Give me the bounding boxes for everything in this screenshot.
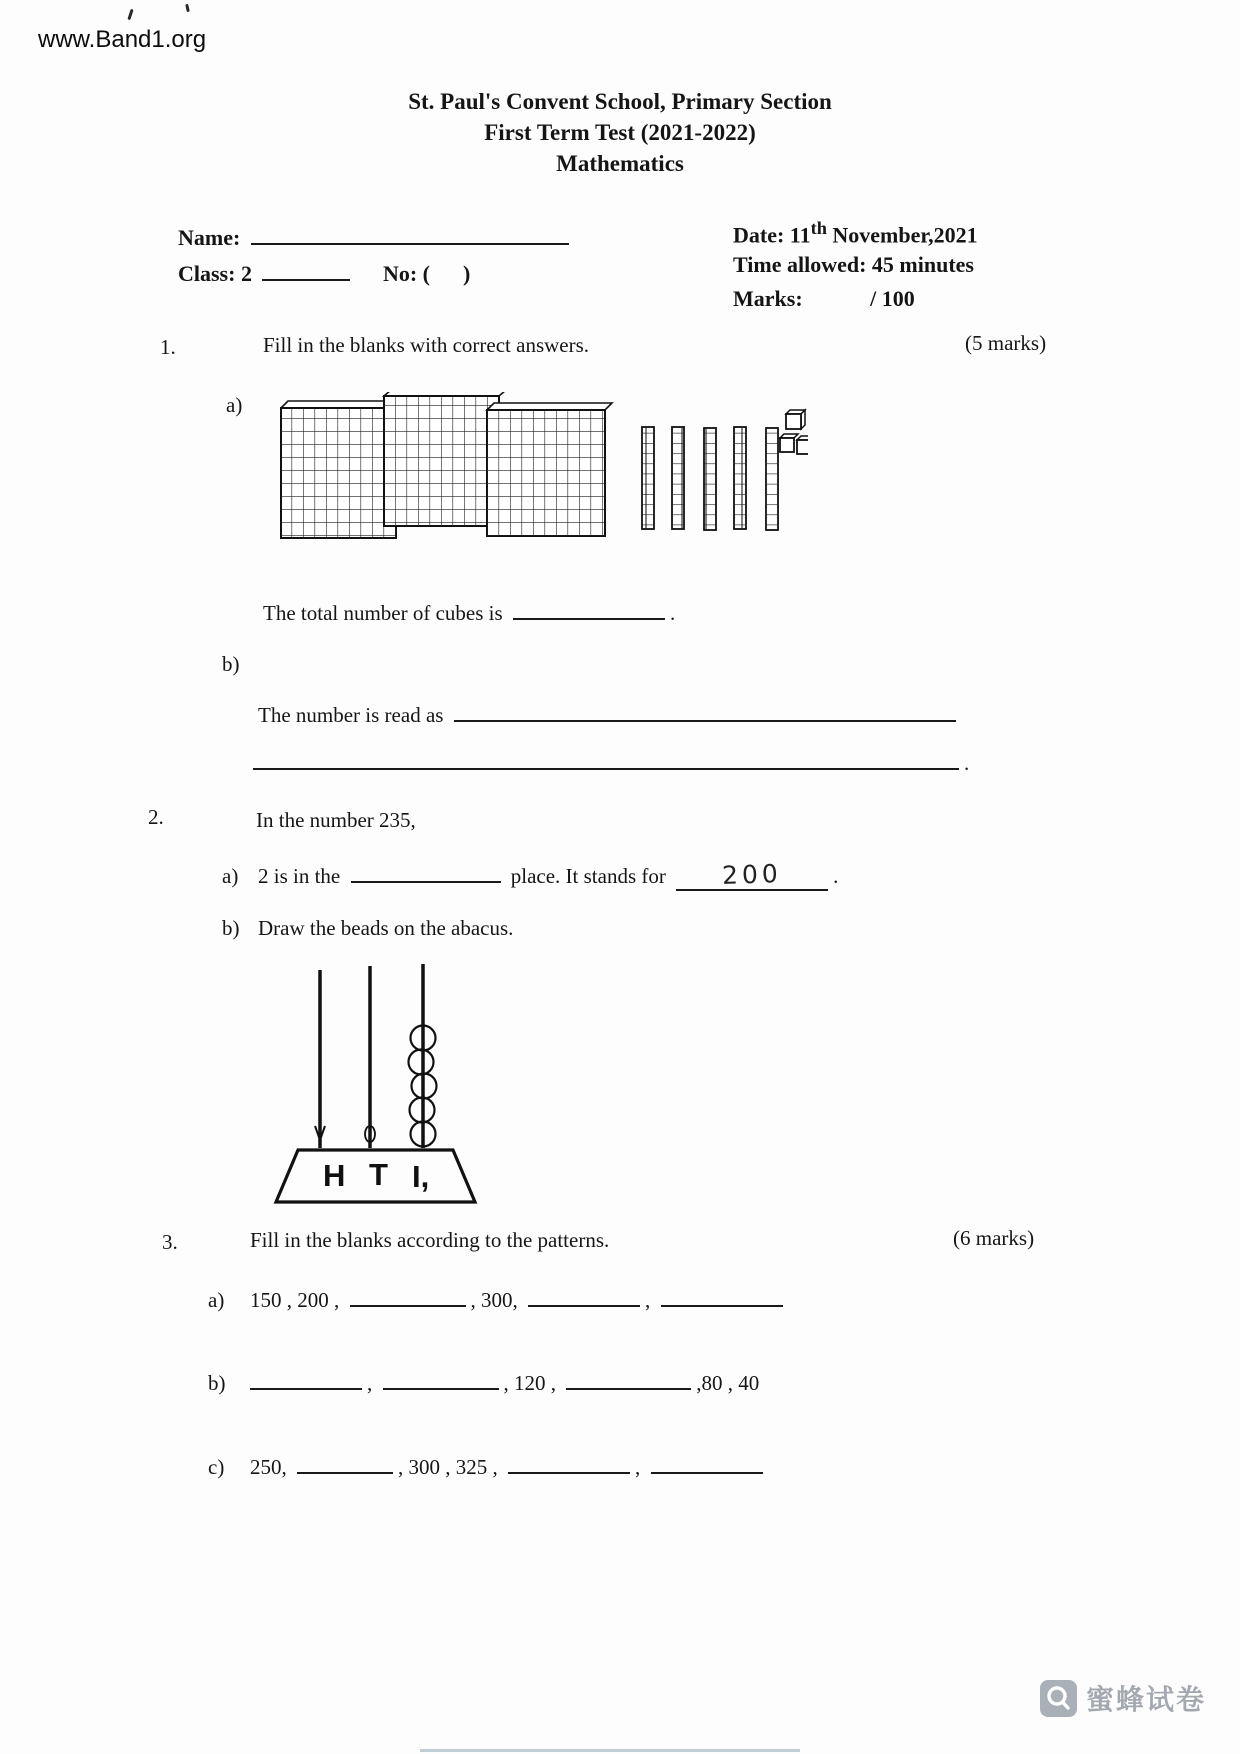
date-superscript: th — [810, 218, 827, 238]
q1-read-text: The number is read as — [258, 702, 444, 727]
q3-a-text-1: 150 , 200 , — [250, 1287, 340, 1312]
q1-read-blank-1 — [454, 700, 956, 722]
subject-title: Mathematics — [556, 151, 684, 176]
ones-cube — [797, 436, 808, 454]
scan-edge — [420, 1749, 800, 1752]
q3-a-label: a) — [208, 1287, 225, 1312]
tens-rod — [704, 428, 716, 530]
base-ten-blocks-svg — [280, 392, 808, 548]
tens-rod — [642, 427, 654, 529]
q2-part-b-label: b) — [222, 916, 240, 940]
q1-prompt: Fill in the blanks with correct answers. — [263, 333, 590, 357]
tens-rod — [672, 427, 684, 529]
date-suffix: November,2021 — [826, 222, 978, 248]
q3-row-c — [208, 1452, 768, 1480]
q3-a-text-3: , — [645, 1287, 651, 1312]
date-prefix: Date: 11 — [733, 222, 811, 248]
ones-cube — [786, 410, 805, 429]
scan-speck — [185, 4, 190, 12]
q2-part-a-label: a) — [222, 864, 239, 888]
q3-b-text-3: ,80 , 40 — [696, 1370, 760, 1395]
q3-b-blank-1 — [250, 1368, 362, 1390]
abacus-label-ones: I, — [412, 1159, 430, 1194]
q3-b-text-1: , — [367, 1370, 373, 1395]
time-allowed-line: Time allowed: 45 minutes — [733, 252, 974, 277]
q3-number: 3. — [162, 1230, 178, 1254]
q1-read-line — [258, 700, 961, 728]
hundreds-flat — [487, 403, 612, 536]
q3-a-blank-3 — [661, 1285, 783, 1307]
q2-a-blank-1 — [351, 861, 501, 883]
q3-c-blank-2 — [508, 1452, 630, 1474]
q3-b-blank-2 — [383, 1368, 499, 1390]
q2-part-b-line — [222, 916, 513, 941]
logo-text: 蜜蜂试卷 — [1086, 1684, 1207, 1715]
q3-c-label: c) — [208, 1454, 225, 1479]
tens-rod — [766, 428, 778, 530]
q1-number: 1. — [160, 335, 176, 359]
test-header — [0, 86, 1240, 179]
marks-line — [733, 286, 915, 312]
q2-part-a-line — [222, 860, 838, 891]
q1-total-text: The total number of cubes is — [263, 600, 503, 625]
q2-prompt: In the number 235, — [256, 808, 416, 832]
no-label: No: ( ) — [382, 260, 471, 286]
q2-a-text-1: 2 is in the — [258, 864, 341, 888]
q3-marks: (6 marks) — [953, 1226, 1035, 1250]
q3-c-blank-1 — [297, 1452, 393, 1474]
magnifier-icon — [1040, 1680, 1077, 1717]
q3-prompt: Fill in the blanks according to the patterns. — [250, 1228, 610, 1252]
q3-b-label: b) — [208, 1370, 226, 1395]
q3-row-a — [208, 1285, 788, 1313]
class-label: Class: 2 — [178, 260, 252, 286]
q1-total-blank — [513, 598, 665, 620]
q1-read-line-2 — [253, 748, 969, 776]
footer-logo — [1040, 1678, 1206, 1718]
name-row — [178, 222, 574, 251]
watermark-band1: www.Band1.org — [38, 26, 207, 53]
q2-number: 2. — [148, 805, 164, 829]
q1-part-b-label: b) — [222, 652, 240, 676]
q1-marks: (5 marks) — [965, 331, 1047, 355]
q1-total-period: . — [669, 600, 676, 625]
q3-row-b — [208, 1368, 759, 1396]
q3-b-text-2: , 120 , — [503, 1370, 556, 1395]
q1-total-line — [263, 598, 675, 626]
abacus-label-tens: T — [369, 1157, 388, 1192]
q3-b-blank-3 — [566, 1368, 691, 1390]
q3-c-text-1: 250, — [250, 1454, 287, 1479]
marks-value: / 100 — [870, 286, 915, 311]
name-label: Name: — [178, 224, 241, 250]
q3-a-text-2: , 300, — [470, 1287, 518, 1312]
ones-cube — [780, 434, 798, 452]
q3-c-text-3: , — [635, 1454, 641, 1479]
abacus-figure — [268, 958, 483, 1206]
q2-a-handwritten-answer: 200 — [721, 858, 783, 891]
base-ten-blocks-figure — [280, 392, 808, 553]
date-line — [733, 218, 978, 248]
q3-c-blank-3 — [651, 1452, 763, 1474]
q3-a-blank-2 — [528, 1285, 640, 1307]
school-name: St. Paul's Convent School, Primary Section — [408, 89, 832, 114]
q1-read-period: . — [964, 750, 970, 775]
q3-c-text-2: , 300 , 325 , — [398, 1454, 498, 1479]
name-blank — [251, 222, 569, 245]
test-title: First Term Test (2021-2022) — [484, 120, 756, 145]
q3-a-blank-1 — [350, 1285, 466, 1307]
q1-read-blank-2 — [253, 748, 959, 770]
marks-label: Marks: — [733, 286, 803, 311]
q2-b-text: Draw the beads on the abacus. — [258, 916, 514, 940]
class-row — [178, 258, 470, 287]
abacus-bead — [409, 1050, 434, 1075]
tens-rod — [734, 427, 746, 529]
abacus-label-hundreds: H — [323, 1158, 346, 1193]
q2-a-blank-2 — [676, 860, 828, 891]
q2-a-period: . — [833, 864, 839, 888]
q1-part-a-label: a) — [226, 393, 243, 417]
class-blank — [262, 258, 350, 281]
scan-speck — [127, 9, 133, 20]
q2-a-text-2: place. It stands for — [510, 864, 666, 888]
